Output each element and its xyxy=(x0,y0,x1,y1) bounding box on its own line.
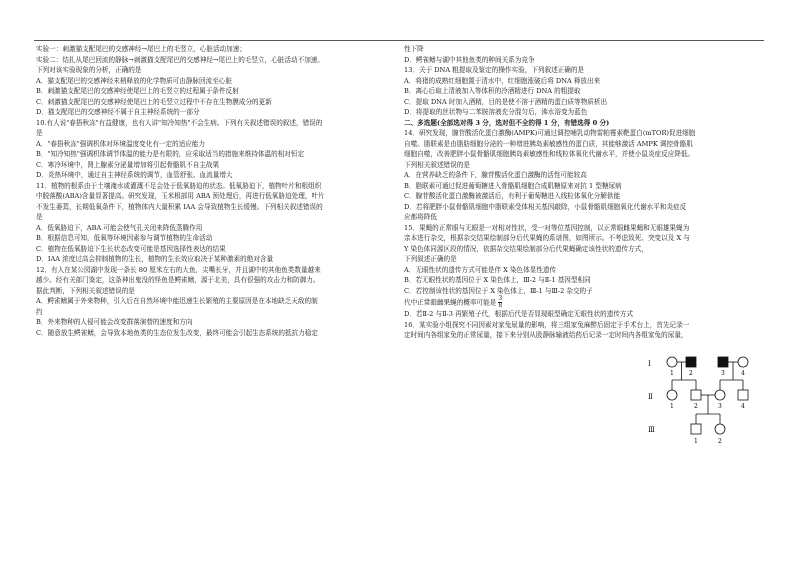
q15-c-tail: 代中正常眼雌果蝇的概率可能是 xyxy=(404,298,497,307)
question-text-line: B．脂联素可通过促进葡萄糖进入骨骼肌细胞合成肌糖原来对抗 1 型糖尿病 xyxy=(404,181,622,190)
question-text-line: 13．关于 DNA 粗提取及鉴定的操作实验，下列叙述正确的是 xyxy=(404,66,585,74)
question-text-line: 实验二：结扎从尾巴回流的静脉→刺激猫支配尾巴的交感神经→尾巴上的毛竖立，心脏活动不加速。 xyxy=(36,55,324,64)
question-text-line: 越少。经有关部门鉴定，这条神出鬼没的怪鱼是鳄雀鳝，源于北美，具有很强的攻击力和防御力。 xyxy=(36,276,320,284)
question-text-line: 亲本进行杂交，根据杂交结果绘制部分后代果蝇的系谱图，如图所示。不考虑致死、突变以及 X 与 xyxy=(404,234,690,242)
question-text-line: A．低氧胁迫下，ABA 可能会使气孔关闭来降低蒸腾作用 xyxy=(36,223,203,232)
question-text-line: 自噬。脂联素是由脂肪细胞分泌的一种增进胰岛素敏感性的蛋白质，其能够激活 AMPK 调控骨骼肌 xyxy=(404,139,693,148)
question-text-line: 据此判断，下列相关叙述错误的是 xyxy=(36,286,135,295)
question-text-line: 是 xyxy=(36,213,43,221)
gen3-male-1 xyxy=(691,424,701,434)
generation-label-1: Ⅰ xyxy=(648,360,651,368)
question-text-line: A．将猪的成熟红细胞置于清水中，红细胞涨破后将 DNA 释放出来 xyxy=(404,76,601,85)
q15-option-c-continuation xyxy=(404,296,756,309)
generation-label-3: Ⅲ xyxy=(648,426,655,434)
gen1-male-affected-3 xyxy=(718,357,728,367)
question-text-line: C．腺苷酸活化蛋白激酶被激活后，有利于葡萄糖进入线粒体氧化分解供能 xyxy=(404,192,621,200)
question-text-line: C．植物在低氧胁迫下生长状态改变可能是基因选择性表达的结果 xyxy=(36,244,226,253)
question-16-block xyxy=(404,309,756,341)
gen2-label-4: 4 xyxy=(741,403,745,410)
question-text-line: 11．植物的根系由于土壤淹水或灌溉不足会处于低氧胁迫的状态。低氧胁迫下，植物叶片和根组织 xyxy=(36,181,322,190)
question-text-line: C．刺激猫支配尾巴的交感神经使尾巴上的毛竖立过程中不存在生物膜成分的更新 xyxy=(36,97,272,106)
answer-option-line: A．无眼性状的遗传方式可能是伴 X 染色体显性遗传 xyxy=(404,265,557,274)
left-column xyxy=(36,44,376,338)
question-text-line: 实验一：刺激猫支配尾巴的交感神经→尾巴上的毛竖立，心脏活动加速； xyxy=(36,45,246,53)
question-text-line: D．将提取的丝状物与二苯胺溶液充分混匀后，沸水浴变为蓝色 xyxy=(404,108,588,116)
question-text-line: Y 染色体同源区段的情况，依据杂交结果绘制部分后代果蝇确定该性状的遗传方式， xyxy=(404,244,648,253)
gen1-female-1 xyxy=(667,357,677,367)
question-text-line: D．若将肥胖小鼠骨骼肌细胞中脂联素受体相关基因敲除，小鼠骨骼肌细胞氧化代谢水平和炎症反 xyxy=(404,202,687,211)
gen2-label-1: 1 xyxy=(670,403,674,410)
question-text-line: B．根据信息可知，低氧等环境因素参与调节植物的生命活动 xyxy=(36,234,213,242)
question-text-line: D．若Ⅱ-2 与Ⅱ-3 再繁殖子代，根据后代是否显现眼型确定无眼性状的遗传方式 xyxy=(404,310,634,318)
header-rule xyxy=(34,40,764,41)
question-text-line: A．在营养缺乏的条件下，腺苷酸活化蛋白激酶的活性可能较高 xyxy=(404,171,587,179)
question-text-line: A．鳄雀鳝属于外来物种，引入后在自然环境中能迅速生长繁殖的主要原因是在本地缺乏天敌的制 xyxy=(36,297,318,305)
section-heading: 二、多选题(全部选对得 3 分，选对但不全的得 1 分，有错选得 0 分) xyxy=(404,118,610,127)
question-text-line: 约 xyxy=(36,307,43,316)
pedigree-chart xyxy=(646,352,756,448)
question-text-line: B．"知冷知热"强调机体调节体温的能力是有限的，应采取适当的措施来维持体温的相对恒定 xyxy=(36,150,305,158)
question-text-line: C．随意放生鳄雀鳝，会导致本地鱼类的生态位发生改变，最终可能会引起生态系统的抵抗力稳定 xyxy=(36,328,318,337)
question-text-line: A．"春捂秋冻"强调机体对环境温度变化有一定的适应能力 xyxy=(36,139,206,148)
generation-label-2: Ⅱ xyxy=(648,393,653,401)
right-top-block xyxy=(404,44,756,118)
question-text-line: 10.有人说"春捂秋冻"有益健康，也有人讲"知冷知热"不会生病。下列有关叙述错误的叙述，错误的 xyxy=(36,118,323,127)
question-text-line: 是 xyxy=(36,129,43,137)
question-text-line: 16．某实验小组探究不同因素对家兔尿量的影响，将三组家兔麻醉后固定于手术台上，首先记录一 xyxy=(404,320,690,329)
gen1-label-3: 3 xyxy=(721,370,725,377)
question-text-line: 性下降 xyxy=(404,45,424,53)
right-column xyxy=(404,44,756,341)
gen3-label-1: 1 xyxy=(694,438,698,445)
question-text-line: B．外来物种的人侵可能会改变群落演替的速度和方向 xyxy=(36,318,193,326)
gen1-label-2: 2 xyxy=(689,370,693,377)
gen3-female-2 xyxy=(715,424,725,434)
question-text-line: 14．研究发现，腺苷酸活化蛋白激酶(AMPK)可通过调控哺乳动物雷帕霉素靶蛋白(mTOR)促进细胞 xyxy=(404,129,696,137)
question-text-line: 定时间内各组家兔的正常尿量，接下来分别从股静脉输液给药后记录一定时间内各组家兔的尿量， xyxy=(404,331,688,339)
question-text-line: 下列对该实验现象的分析，正确的是 xyxy=(36,66,142,74)
question-text-line: 应都将降低 xyxy=(404,213,437,221)
fraction-denominator: 8 xyxy=(498,302,503,309)
question-text-line: B．离心后取上清液加入等体积的冷酒精进行 DNA 的粗提取 xyxy=(404,87,581,95)
question-text-line: 下列叙述正确的是 xyxy=(404,255,457,263)
question-text-line: C．寒冷环境中，肾上腺素分泌量增加将引起骨骼肌不自主战栗 xyxy=(36,160,220,169)
gen2-male-2 xyxy=(691,390,701,400)
question-text-line: 15．果蝇的正常眼与无眼是一对相对性状，受一对等位基因控制，以正常眼雌果蝇和无眼雄果蝇为 xyxy=(404,223,690,232)
answer-option-line: B．若无眼性状的基因位于 X 染色体上，Ⅲ-2 与Ⅱ-1 基因型相同 xyxy=(404,276,591,284)
probability-fraction xyxy=(498,296,502,309)
question-text-line: B．刺激猫支配尾巴的交感神经使尾巴上的毛竖立的过程属于条件反射 xyxy=(36,87,239,95)
fraction-numerator: 3 xyxy=(498,295,503,302)
question-text-line: 下列相关叙述错误的是 xyxy=(404,160,470,169)
gen1-female-4 xyxy=(738,357,748,367)
gen1-male-affected-2 xyxy=(686,357,696,367)
question-text-line: D．鳄雀鳝与湖中其他鱼类的种间关系为竞争 xyxy=(404,55,535,64)
question-14-15-block xyxy=(404,128,756,265)
gen1-label-1: 1 xyxy=(670,370,674,377)
question-text-line: 中脱落酸(ABA)含量显著提高。研究发现，玉米根部用 ABA 预处理后，再进行低氧胁迫处理，叶片 xyxy=(36,192,325,200)
question-text-line: A．猫支配尾巴的交感神经末梢释放的化学物质可由静脉回流至心脏 xyxy=(36,76,232,85)
answer-option-line: C．若控制该性状的基因位于 X 染色体上，Ⅲ-1 与Ⅲ-2 杂交的子 xyxy=(404,286,593,295)
question-text-line: D．IAA 浓度过高会抑制植物的生长，植物的生长效应取决于某种激素的绝对含量 xyxy=(36,255,274,263)
question-text-line: D．炎热环境中，通过自主神经系统的调节，血管舒张、血流量增大 xyxy=(36,171,233,179)
question-text-line: 12．有人在某公园湖中发现一条长 80 厘米左右的大鱼，尖嘴长牙，并且湖中的其他鱼类数量越来 xyxy=(36,265,321,274)
gen2-female-3 xyxy=(715,390,725,400)
gen1-label-4: 4 xyxy=(741,370,745,377)
question-text-line: C．提取 DNA 时加入酒精，目的是使不溶于酒精的蛋白质等物质析出 xyxy=(404,97,608,106)
gen2-label-2: 2 xyxy=(694,403,698,410)
gen2-label-3: 3 xyxy=(718,403,722,410)
question-text-line: 不发生萎蔫，长期低氧条件下，植物体内大量积累 IAA 会导致植物生长缓慢。下列相关叙述错误的 xyxy=(36,202,323,211)
gen2-male-4 xyxy=(738,390,748,400)
gen2-female-1 xyxy=(667,390,677,400)
question-15-options xyxy=(404,265,756,297)
question-text-line: 细胞自噬，改善肥胖小鼠骨骼肌细胞胰岛素敏感性和线粒体氧化代谢水平，并使小鼠炎症反应降低。 xyxy=(404,150,695,158)
question-text-line: D．猫支配尾巴的交感神经不属于自主神经系统的一部分 xyxy=(36,108,200,116)
gen3-label-2: 2 xyxy=(718,438,722,445)
